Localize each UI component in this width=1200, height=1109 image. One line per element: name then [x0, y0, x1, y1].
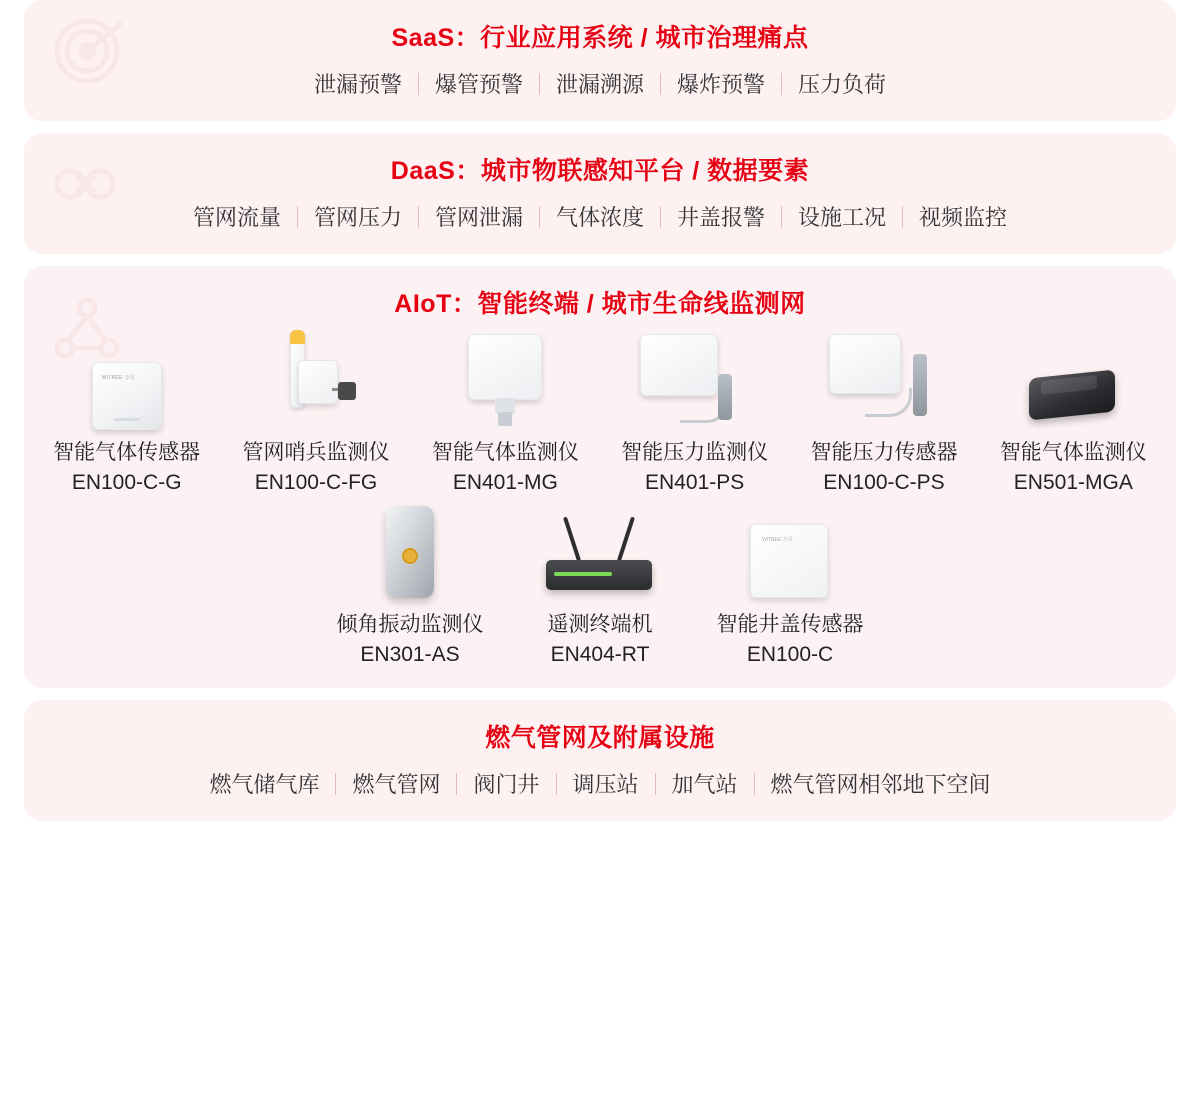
device-name: 管网哨兵监测仪: [242, 441, 390, 464]
pipeline-item[interactable]: 加气站: [671, 772, 738, 797]
layer-card-aiot: [24, 266, 1176, 688]
daas-item[interactable]: 视频监控: [919, 205, 1008, 230]
daas-item[interactable]: 设施工况: [798, 205, 887, 230]
pressure-sensor-probe-icon: [789, 330, 978, 430]
device-name: 智能压力传感器: [810, 441, 958, 464]
device-model: EN501-MGA: [1013, 471, 1133, 494]
gas-monitor-dark-icon: [979, 330, 1168, 430]
device-name: 智能气体监测仪: [431, 441, 579, 464]
daas-item-row: [24, 191, 1176, 254]
saas-item[interactable]: 压力负荷: [798, 72, 887, 97]
device-model: EN100-C-PS: [823, 471, 945, 494]
device-model: EN401-PS: [645, 471, 745, 494]
saas-item[interactable]: 爆管预警: [434, 72, 523, 97]
layer-card-daas: [24, 133, 1176, 254]
aiot-title-main: 智能终端 / 城市生命线监测网: [477, 290, 806, 318]
device-card[interactable]: [789, 330, 978, 498]
device-name: 智能气体监测仪: [999, 441, 1147, 464]
daas-item[interactable]: 气体浓度: [555, 205, 644, 230]
layer-card-pipeline: [24, 700, 1176, 821]
pipeline-item[interactable]: 燃气管网相邻地下空间: [770, 772, 991, 797]
pipeline-title: 燃气管网及附属设施: [485, 724, 715, 752]
daas-title-main: 城市物联感知平台 / 数据要素: [480, 157, 810, 185]
aiot-title-prefix: AIoT：: [394, 290, 478, 318]
device-card[interactable]: [505, 502, 695, 670]
daas-item[interactable]: 管网流量: [192, 205, 281, 230]
device-card[interactable]: [600, 330, 789, 498]
device-name: 遥测终端机: [547, 613, 653, 636]
saas-item[interactable]: 爆炸预警: [677, 72, 766, 97]
device-model: EN404-RT: [550, 643, 650, 666]
aiot-device-row-1: [24, 324, 1176, 498]
device-name: 智能气体传感器: [53, 441, 201, 464]
device-name: 智能压力监测仪: [621, 441, 769, 464]
daas-item[interactable]: 管网泄漏: [434, 205, 523, 230]
daas-title: [24, 133, 1176, 191]
device-card[interactable]: [221, 330, 410, 498]
pipeline-item[interactable]: 燃气储气库: [209, 772, 320, 797]
saas-item[interactable]: 泄漏溯源: [555, 72, 644, 97]
daas-item[interactable]: 管网压力: [313, 205, 402, 230]
device-brand-label: WITBEE 万贝: [762, 537, 793, 543]
gas-sensor-box-icon: [32, 330, 221, 430]
aiot-device-row-2: [24, 498, 1176, 688]
pipeline-item[interactable]: 阀门井: [473, 772, 540, 797]
saas-title-main: 行业应用系统 / 城市治理痛点: [480, 24, 809, 52]
device-card[interactable]: [979, 330, 1168, 498]
tilt-vibration-monitor-icon: [315, 502, 505, 602]
device-card[interactable]: [695, 502, 885, 670]
pipeline-item-row: [24, 758, 1176, 821]
device-model: EN100-C-FG: [254, 471, 378, 494]
device-model: EN301-AS: [360, 643, 460, 666]
device-brand-label: WITBEE 万贝: [101, 375, 135, 381]
device-name: 智能井盖传感器: [716, 613, 864, 636]
device-card[interactable]: [32, 330, 221, 498]
daas-item[interactable]: 井盖报警: [677, 205, 766, 230]
sentinel-monitor-icon: [221, 330, 410, 430]
saas-item-row: [24, 58, 1176, 121]
pipeline-item[interactable]: 燃气管网: [352, 772, 441, 797]
aiot-title: [24, 266, 1176, 324]
device-model: EN100-C-G: [71, 471, 182, 494]
pipeline-item[interactable]: 调压站: [572, 772, 639, 797]
daas-title-prefix: DaaS：: [390, 157, 481, 185]
device-model: EN100-C: [746, 643, 834, 666]
saas-title-prefix: SaaS：: [391, 24, 481, 52]
layer-card-saas: [24, 0, 1176, 121]
rtu-router-icon: [505, 502, 695, 602]
manhole-sensor-flat-icon: [695, 502, 885, 602]
device-model: EN401-MG: [452, 471, 558, 494]
saas-item[interactable]: 泄漏预警: [313, 72, 402, 97]
device-card[interactable]: [315, 502, 505, 670]
device-card[interactable]: [411, 330, 600, 498]
pressure-monitor-cable-icon: [600, 330, 789, 430]
saas-title: [24, 0, 1176, 58]
gas-monitor-nozzle-icon: [411, 330, 600, 430]
device-name: 倾角振动监测仪: [336, 613, 484, 636]
